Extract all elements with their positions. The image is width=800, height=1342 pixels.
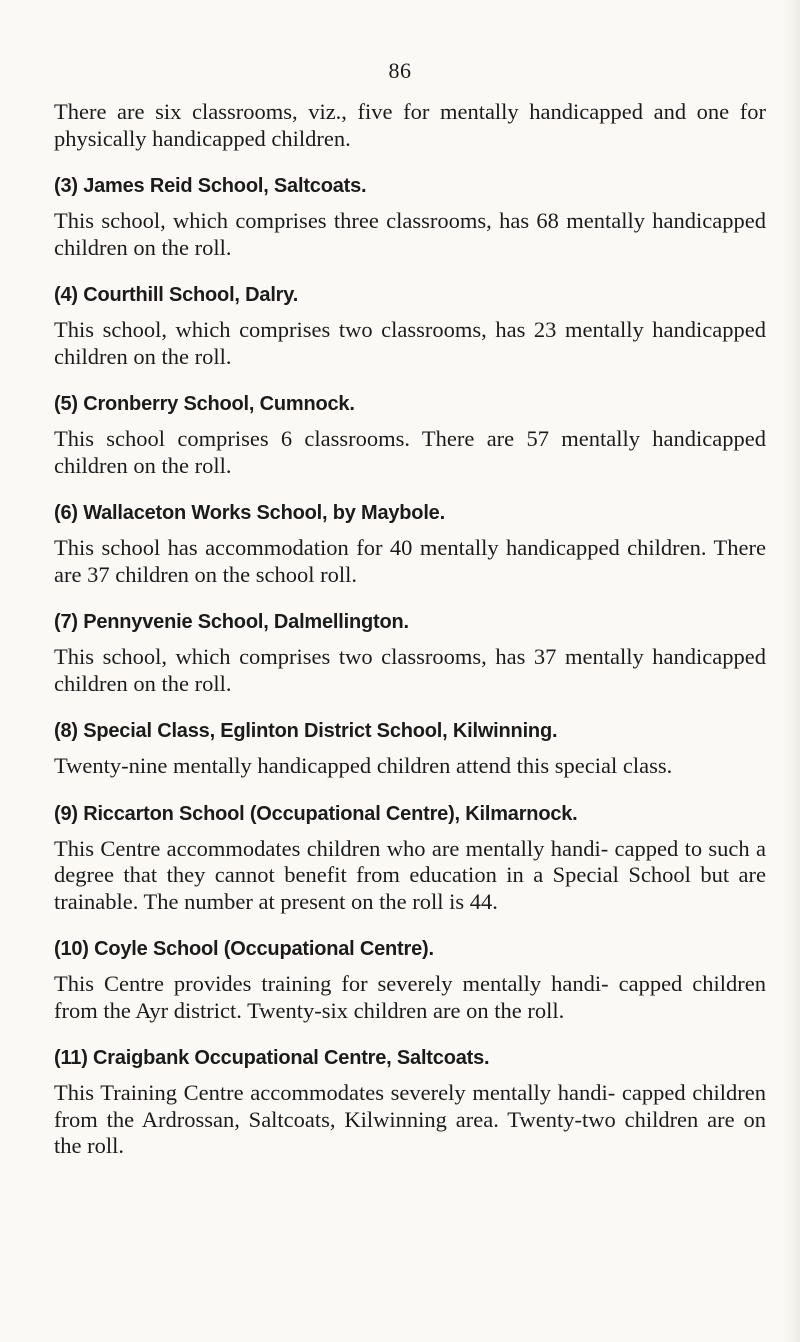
section-body: This school has accommodation for 40 mentally handicapped children. There are 37 children on the school roll. — [54, 535, 766, 587]
intro-paragraph: There are six classrooms, viz., five for mentally handicapped and one for physically handicapped children. — [54, 99, 766, 151]
section-heading: (10) Coyle School (Occupational Centre). — [54, 938, 434, 960]
section-body: This school, which comprises two classrooms, has 37 mentally handicapped children on the roll. — [54, 644, 766, 696]
section-heading: (7) Pennyvenie School, Dalmellington. — [54, 611, 409, 633]
section-courthill-school — [54, 282, 766, 370]
section-body: This school, which comprises two classrooms, has 23 mentally handicapped children on the roll. — [54, 317, 766, 369]
section-pennyvenie-school — [54, 609, 766, 697]
section-cronberry-school — [54, 391, 766, 479]
section-heading: (11) Craigbank Occupational Centre, Saltcoats. — [54, 1047, 490, 1069]
section-heading: (8) Special Class, Eglinton District School, Kilwinning. — [54, 720, 558, 742]
section-coyle-school — [54, 936, 766, 1024]
section-special-class-eglinton — [54, 718, 766, 780]
section-james-reid-school — [54, 173, 766, 261]
section-heading: (5) Cronberry School, Cumnock. — [54, 393, 355, 415]
page-number: 86 — [388, 58, 412, 83]
section-heading: (9) Riccarton School (Occupational Centre), Kilmarnock. — [54, 802, 578, 825]
section-body: This school, which comprises three classrooms, has 68 mentally handicapped children on the roll. — [54, 208, 766, 260]
section-craigbank-centre — [54, 1045, 766, 1160]
section-body: Twenty-nine mentally handicapped children attend this special class. — [54, 753, 673, 778]
section-heading: (6) Wallaceton Works School, by Maybole. — [54, 502, 445, 524]
page-content — [54, 99, 766, 1160]
scan-edge-shadow — [782, 0, 800, 1342]
section-body: This school comprises 6 classrooms. There are 57 mentally handicapped children on the roll. — [54, 426, 766, 478]
section-wallaceton-works-school — [54, 500, 766, 588]
section-body: This Centre accommodates children who are mentally handi- capped to such a degree that they cannot benefit from education in a Special School but are trainable. The number at present on the roll is 44. — [54, 835, 766, 914]
section-heading: (3) James Reid School, Saltcoats. — [54, 175, 367, 197]
section-riccarton-school — [54, 801, 766, 916]
section-body: This Centre provides training for severely mentally handi- capped children from the Ayr district. Twenty-six children are on the roll. — [54, 971, 766, 1023]
section-body: This Training Centre accommodates severely mentally handi- capped children from the Ardrossan, Saltcoats, Kilwinning area. Twenty-two children are on the roll. — [54, 1080, 766, 1158]
section-heading: (4) Courthill School, Dalry. — [54, 284, 299, 306]
